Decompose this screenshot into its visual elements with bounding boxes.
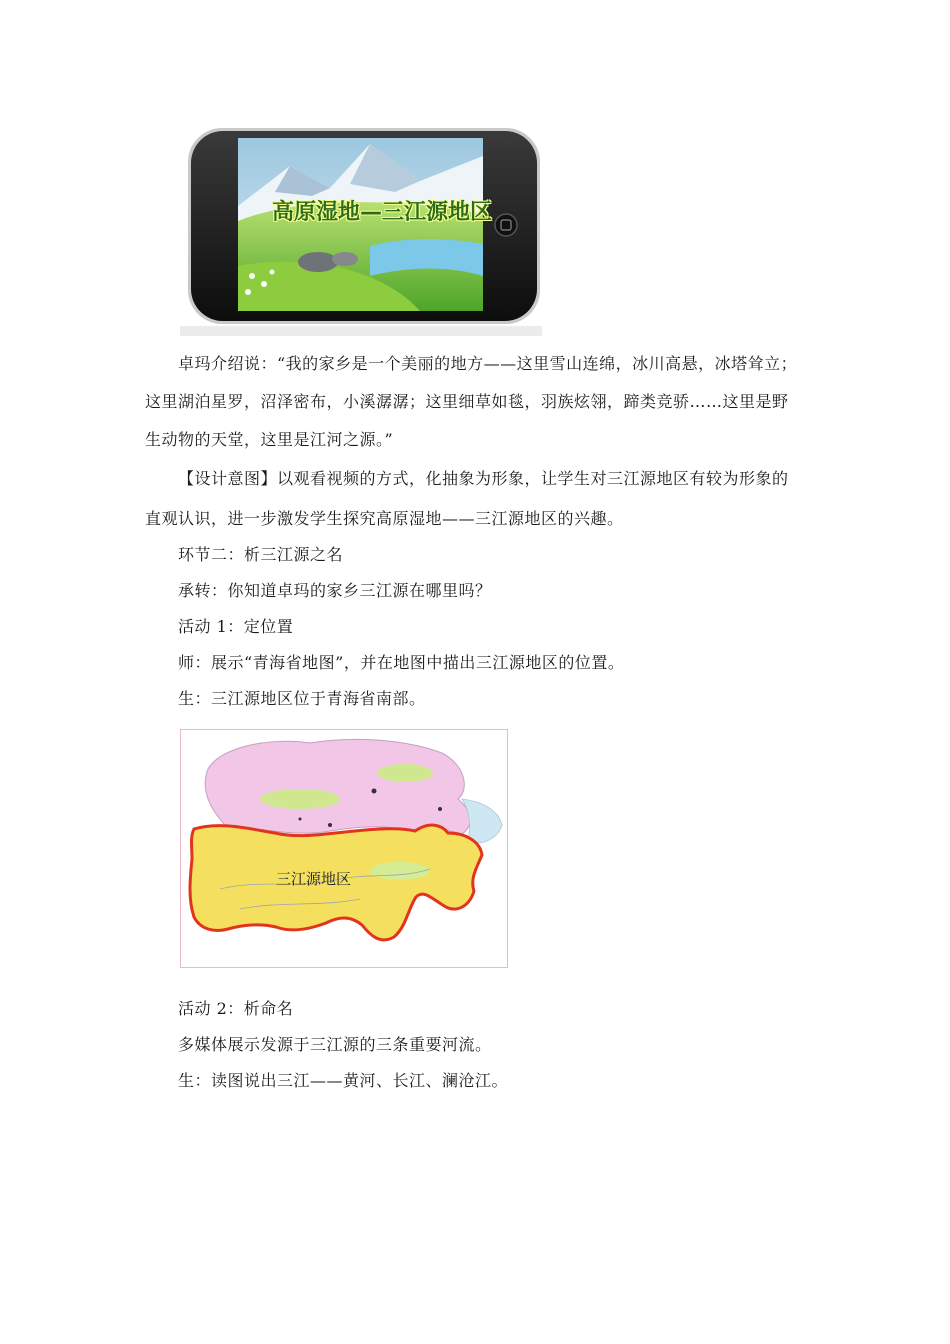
multimedia-text: 多媒体展示发源于三江源的三条重要河流。 xyxy=(178,1035,492,1054)
activity2-text: 活动 2：析命名 xyxy=(178,999,294,1018)
phone-illustration xyxy=(180,126,542,336)
design-intent-line2: 直观认识，进一步激发学生探究高原湿地——三江源地区的兴趣。 xyxy=(145,509,624,528)
student2-text: 生：读图说出三江——黄河、长江、澜沧江。 xyxy=(178,1071,509,1090)
design-intent-line1: 【设计意图】以观看视频的方式，化抽象为形象，让学生对三江源地区有较为形象的 xyxy=(178,469,789,488)
transition-text: 承转：你知道卓玛的家乡三江源在哪里吗？ xyxy=(178,581,492,600)
teacher-text: 师：展示“青海省地图”，并在地图中描出三江源地区的位置。 xyxy=(178,653,625,672)
paragraph-intro-line2: 这里湖泊星罗，沼泽密布，小溪潺潺；这里细草如毯，羽族炫翎，蹄类竞骄……这里是野 xyxy=(145,392,789,411)
qinghai-map xyxy=(180,729,508,968)
section-heading: 环节二：析三江源之名 xyxy=(178,545,344,564)
region-label: 三江源地区 xyxy=(276,870,352,888)
activity1-text: 活动 1：定位置 xyxy=(178,617,294,636)
student1-text: 生：三江源地区位于青海省南部。 xyxy=(178,689,426,708)
figure-title: 高原湿地—三江源地区 xyxy=(272,200,493,225)
phone-image xyxy=(180,126,542,336)
map-image xyxy=(180,729,508,968)
paragraph-intro-line3: 生动物的天堂，这里是江河之源。” xyxy=(145,430,394,449)
paragraph-intro-line1: 卓玛介绍说：“我的家乡是一个美丽的地方——这里雪山连绵，冰川高悬，冰塔耸立； xyxy=(178,354,798,373)
